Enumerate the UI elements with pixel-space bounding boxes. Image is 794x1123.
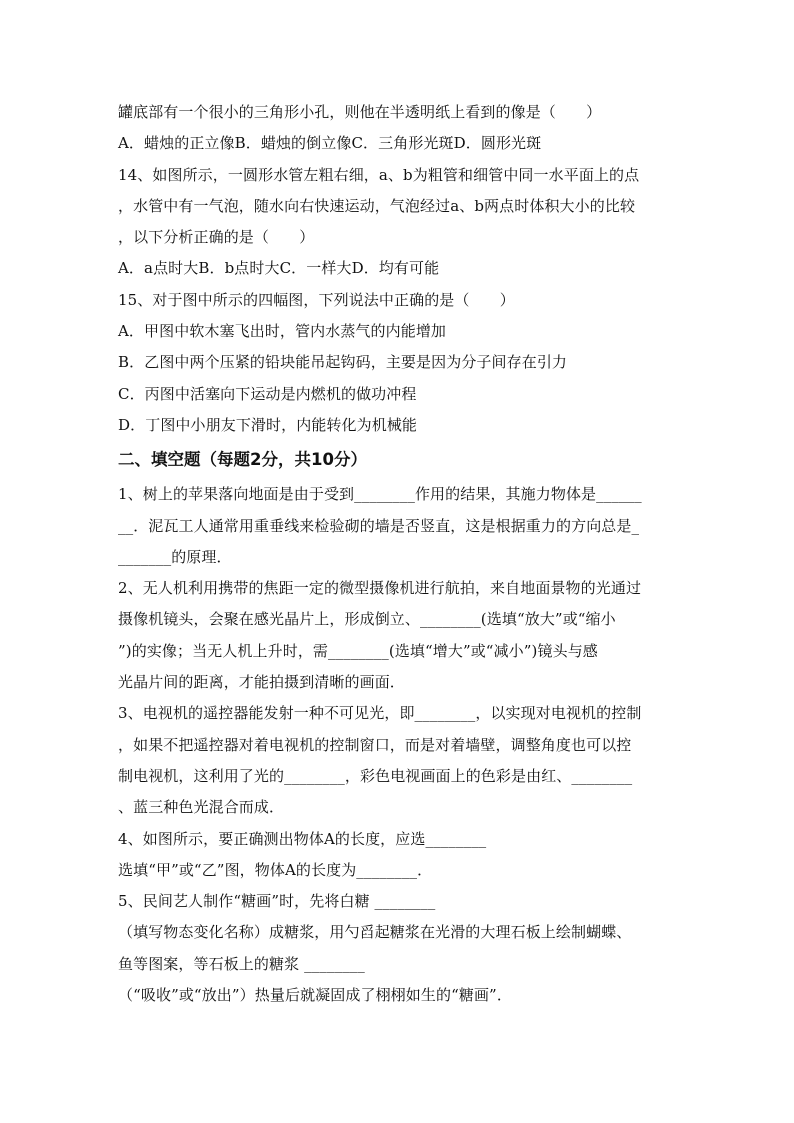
option-d: D．丁图中小朋友下滑时，内能转化为机械能 xyxy=(118,415,418,434)
text-line: ”)的实像；当无人机上升时，需________(选填“增大”或“减小”)镜头与感 xyxy=(118,641,598,660)
text-line: __．泥瓦工人通常用重垂线来检验砌的墙是否竖直，这是根据重力的方向总是_ xyxy=(118,516,640,535)
text-line: ，以下分析正确的是（ ） xyxy=(118,228,315,247)
question-options: A．蜡烛的正立像B．蜡烛的倒立像C．三角形光斑D．圆形光斑 xyxy=(118,134,542,153)
text-line: 光晶片间的距离，才能拍摄到清晰的画面． xyxy=(118,673,405,692)
text-line: 鱼等图案，等石板上的糖浆 ________ xyxy=(118,954,365,973)
text-line: ，水管中有一气泡，随水向右快速运动，气泡经过a、b两点时体积大小的比较 xyxy=(118,196,636,215)
fill-question-3: 3、电视机的遥控器能发射一种不可见光，即________，以实现对电视机的控制 xyxy=(118,704,642,723)
text-line: 摄像机镜头，会聚在感光晶片上，形成倒立、________(选填“放大”或“缩小 xyxy=(118,610,616,629)
section-title: 二、填空题（每题2分，共10分） xyxy=(118,450,367,470)
fill-question-4: 4、如图所示，要正确测出物体A的长度，应选________ xyxy=(118,829,487,848)
option-c: C．丙图中活塞向下运动是内燃机的做功冲程 xyxy=(118,384,417,403)
option-b: B．乙图中两个压紧的铅块能吊起钩码，主要是因为分子间存在引力 xyxy=(118,353,568,372)
text-line: 罐底部有一个很小的三角形小孔，则他在半透明纸上看到的像是（ ） xyxy=(118,103,602,121)
question-15-text: 15、对于图中所示的四幅图，下列说法中正确的是（ ） xyxy=(118,290,515,309)
text-line: （“吸收”或“放出”）热量后就凝固成了栩栩如生的“糖画”． xyxy=(118,986,512,1005)
fill-question-5: 5、民间艺人制作“糖画”时，先将白糖 ________ xyxy=(118,892,436,911)
question-14-text: 14、如图所示，一圆形水管左粗右细，a、b为粗管和细管中同一水平面上的点 xyxy=(118,165,640,184)
fill-question-1: 1、树上的苹果落向地面是由于受到________作用的结果，其施力物体是______ xyxy=(118,485,642,504)
question-options: A．a点时大B．b点时大C．一样大D．均有可能 xyxy=(118,259,440,278)
text-line: ，如果不把遥控器对着电视机的控制窗口，而是对着墙壁，调整角度也可以控 xyxy=(118,735,632,754)
text-line: （填写物态变化名称）成糖浆，用勺舀起糖浆在光滑的大理石板上绘制蝴蝶、 xyxy=(118,923,632,942)
fill-question-2: 2、无人机利用携带的焦距一定的微型摄像机进行航拍，来自地面景物的光通过 xyxy=(118,579,642,598)
text-line: 、蓝三种色光混合而成． xyxy=(118,798,285,817)
text-line: 制电视机，这利用了光的________，彩色电视画面上的色彩是由红、________ xyxy=(118,766,633,785)
text-line: _______的原理． xyxy=(118,547,232,566)
option-a: A．甲图中软木塞飞出时，管内水蒸气的内能增加 xyxy=(118,322,447,341)
document-body xyxy=(118,97,698,1011)
text-line: 选填“甲”或“乙”图，物体A的长度为________． xyxy=(118,860,433,879)
